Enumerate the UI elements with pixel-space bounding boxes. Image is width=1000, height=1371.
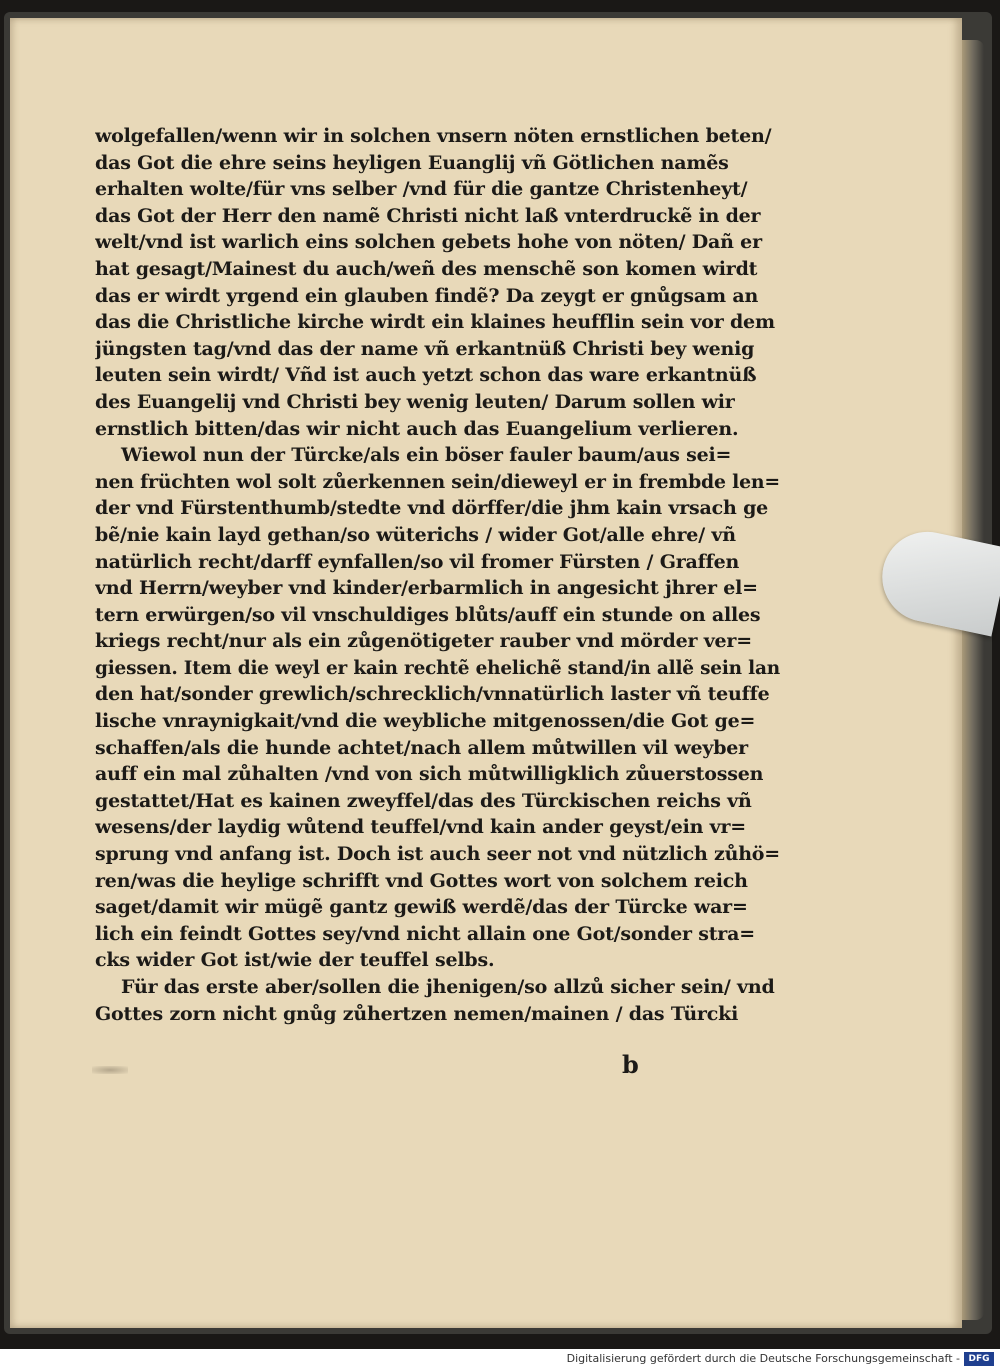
text-line: jüngsten tag/vnd das der name vñ erkantnüß Christi bey wenig bbox=[95, 337, 755, 360]
text-line: wesens/der laydig wůtend teuffel/vnd kain ander geyst/ein vr= bbox=[95, 816, 747, 839]
text-line: lische vnraynigkait/vnd die weybliche mitgenossen/die Got ge= bbox=[95, 710, 756, 733]
text-line: sprung vnd anfang ist. Doch ist auch seer not vnd nützlich zůhö= bbox=[95, 843, 780, 866]
text-line: leuten sein wirdt/ Vñd ist auch yetzt schon das ware erkantnüß bbox=[95, 364, 757, 387]
signature-mark: b bbox=[622, 1050, 639, 1079]
text-line: lich ein feindt Gottes sey/vnd nicht allain one Got/sonder stra= bbox=[95, 922, 755, 945]
text-line: saget/damit wir mügẽ gantz gewiß werdẽ/das der Türcke war= bbox=[95, 896, 748, 919]
text-line: das er wirdt yrgend ein glauben findẽ? Da zeygt er gnůgsam an bbox=[95, 284, 759, 307]
text-line: gestattet/Hat es kainen zweyffel/das des Türckischen reichs vñ bbox=[95, 789, 752, 812]
text-line: cks wider Got ist/wie der teuffel selbs. bbox=[95, 949, 495, 972]
text-line: erhalten wolte/für vns selber /vnd für die gantze Christenheyt/ bbox=[95, 178, 748, 201]
text-line: vnd Herrn/weyber vnd kinder/erbarmlich in angesicht jhrer el= bbox=[95, 577, 758, 600]
ink-smudge bbox=[92, 1066, 128, 1074]
text-line: das Got der Herr den namẽ Christi nicht laß vnterdruckẽ in der bbox=[95, 204, 761, 227]
text-line: ren/was die heylige schrifft vnd Gottes wort von solchem reich bbox=[95, 869, 748, 892]
footer-credit: Digitalisierung gefördert durch die Deutsche Forschungsgemeinschaft - bbox=[566, 1352, 960, 1365]
text-line: wolgefallen/wenn wir in solchen vnsern nöten ernstlichen beten/ bbox=[95, 125, 772, 147]
text-line: bẽ/nie kain layd gethan/so wüterichs / wider Got/alle ehre/ vñ bbox=[95, 523, 736, 546]
text-line: nen früchten wol solt zůerkennen sein/dieweyl er in frembde len= bbox=[95, 470, 780, 493]
paragraph-start-line: Für das erste aber/sollen die jhenigen/so allzů sicher sein/ vnd bbox=[121, 976, 775, 998]
text-line: das die Christliche kirche wirdt ein klaines heufflin sein vor dem bbox=[95, 311, 775, 334]
text-line: schaffen/als die hunde achtet/nach allem můtwillen vil weyber bbox=[95, 736, 748, 759]
page-text bbox=[95, 123, 780, 1027]
text-line: kriegs recht/nur als ein zůgenötigeter rauber vnd mörder ver= bbox=[95, 630, 752, 653]
text-line: tern erwürgen/so vil vnschuldiges blůts/auff ein stunde on alles bbox=[95, 603, 761, 626]
text-line: des Euangelij vnd Christi bey wenig leuten/ Darum sollen wir bbox=[95, 390, 735, 413]
text-line: hat gesagt/Mainest du auch/weñ des menschẽ son komen wirdt bbox=[95, 257, 758, 280]
text-line: natürlich recht/darff eynfallen/so vil fromer Fürsten / Graffen bbox=[95, 550, 740, 573]
text-line: den hat/sonder grewlich/schrecklich/vnnatürlich laster vñ teuffe bbox=[95, 683, 770, 706]
text-line: der vnd Fürstenthumb/stedte vnd dörffer/die jhm kain vrsach ge bbox=[95, 497, 769, 520]
text-line: Gottes zorn nicht gnůg zůhertzen nemen/mainen / das Türcki bbox=[95, 1002, 739, 1025]
text-line: das Got die ehre seins heyligen Euanglij vñ Götlichen namẽs bbox=[95, 151, 729, 174]
text-line: ernstlich bitten/das wir nicht auch das Euangelium verlieren. bbox=[95, 417, 739, 440]
dfg-logo: DFG bbox=[964, 1352, 994, 1366]
text-line: welt/vnd ist warlich eins solchen gebets hohe von nöten/ Dañ er bbox=[95, 231, 762, 254]
text-line: auff ein mal zůhalten /vnd von sich můtwilligklich zůuerstossen bbox=[95, 763, 764, 786]
paragraph-start-line: Wiewol nun der Türcke/als ein böser fauler baum/aus sei= bbox=[121, 444, 732, 467]
text-line: giessen. Item die weyl er kain rechtẽ ehelichẽ stand/in allẽ sein lan bbox=[95, 656, 780, 679]
